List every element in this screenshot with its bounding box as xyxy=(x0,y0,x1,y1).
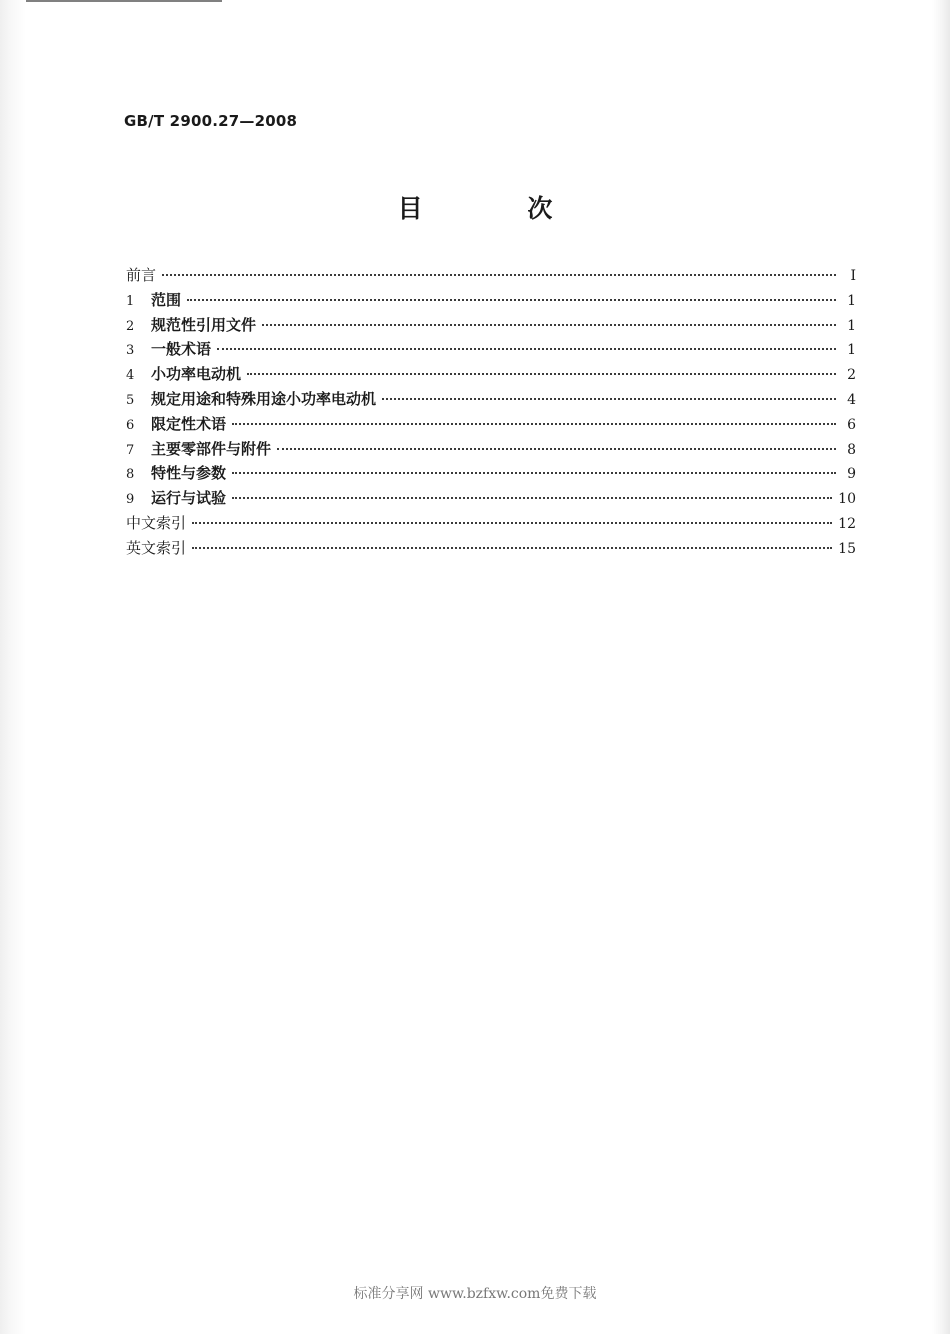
toc-dot-leader xyxy=(247,373,836,375)
toc-entry-4[interactable] xyxy=(126,363,856,388)
toc-dot-leader xyxy=(277,448,836,450)
toc-entry-number: 3 xyxy=(126,343,135,359)
toc-entry-label: 运行与试验 xyxy=(151,489,227,508)
toc-entry-page: 12 xyxy=(838,515,856,532)
toc-entry-page: 6 xyxy=(847,416,856,433)
toc-entry-number: 6 xyxy=(126,417,135,433)
toc-entry-number: 5 xyxy=(126,392,135,408)
toc-entry-page: 1 xyxy=(847,317,856,334)
toc-entry-label: 英文索引 xyxy=(126,538,187,557)
toc-entry-7[interactable] xyxy=(126,438,856,463)
toc-dot-leader xyxy=(162,274,836,276)
toc-entry-label: 限定性术语 xyxy=(151,414,227,433)
toc-entry-label: 规范性引用文件 xyxy=(151,315,257,334)
toc-entry-label: 小功率电动机 xyxy=(151,365,242,384)
toc-entry-number: 8 xyxy=(126,467,135,483)
toc-entry-6[interactable] xyxy=(126,413,856,438)
toc-entry-label: 规定用途和特殊用途小功率电动机 xyxy=(151,389,377,408)
toc-dot-leader xyxy=(232,472,836,474)
toc-dot-leader xyxy=(232,497,832,499)
toc-entry-number: 4 xyxy=(126,368,135,384)
toc-dot-leader xyxy=(262,324,836,326)
toc-dot-leader xyxy=(232,423,836,425)
toc-entry-number: 9 xyxy=(126,492,135,508)
toc-entry-label: 范围 xyxy=(151,290,182,309)
toc-entry-5[interactable] xyxy=(126,388,856,413)
toc-entry-page: 15 xyxy=(838,540,856,557)
toc-entry-2[interactable] xyxy=(126,314,856,339)
toc-entry-label: 主要零部件与附件 xyxy=(151,439,272,458)
toc-dot-leader xyxy=(192,522,832,524)
toc-dot-leader xyxy=(217,348,836,350)
toc-entry-8[interactable] xyxy=(126,462,856,487)
toc-entry-number: 7 xyxy=(126,442,135,458)
toc-entry-1[interactable] xyxy=(126,289,856,314)
toc-dot-leader xyxy=(382,398,836,400)
toc-entry-label: 一般术语 xyxy=(151,340,212,359)
toc-entry-number: 1 xyxy=(126,293,135,309)
page-title: 目 次 xyxy=(397,194,601,223)
toc-entry-9[interactable] xyxy=(126,487,856,512)
toc-entry-page: 4 xyxy=(847,391,856,408)
toc-entry-page: 10 xyxy=(838,491,856,508)
toc-entry-label: 特性与参数 xyxy=(151,464,227,483)
toc-entry-page: Ⅰ xyxy=(850,268,856,284)
toc-entry-page: 9 xyxy=(847,466,856,483)
toc-dot-leader xyxy=(192,547,832,549)
toc-entry-page: 8 xyxy=(847,441,856,458)
footer-watermark: 标准分享网 www.bzfxw.com免费下载 xyxy=(353,1286,597,1302)
toc-entry-chinese-index[interactable] xyxy=(126,512,856,537)
toc-entry-3[interactable] xyxy=(126,338,856,363)
toc-entry-foreword[interactable] xyxy=(126,264,856,289)
toc-entry-page: 1 xyxy=(847,292,856,309)
standard-code: GB/T 2900.27—2008 xyxy=(124,112,298,130)
table-of-contents xyxy=(126,264,856,562)
toc-entry-english-index[interactable] xyxy=(126,537,856,562)
toc-entry-label: 中文索引 xyxy=(126,513,187,532)
toc-entry-label: 前言 xyxy=(126,266,157,284)
toc-entry-number: 2 xyxy=(126,318,135,334)
toc-entry-page: 2 xyxy=(847,367,856,384)
toc-dot-leader xyxy=(187,299,836,301)
scan-top-line xyxy=(26,0,222,2)
toc-entry-page: 1 xyxy=(847,342,856,359)
